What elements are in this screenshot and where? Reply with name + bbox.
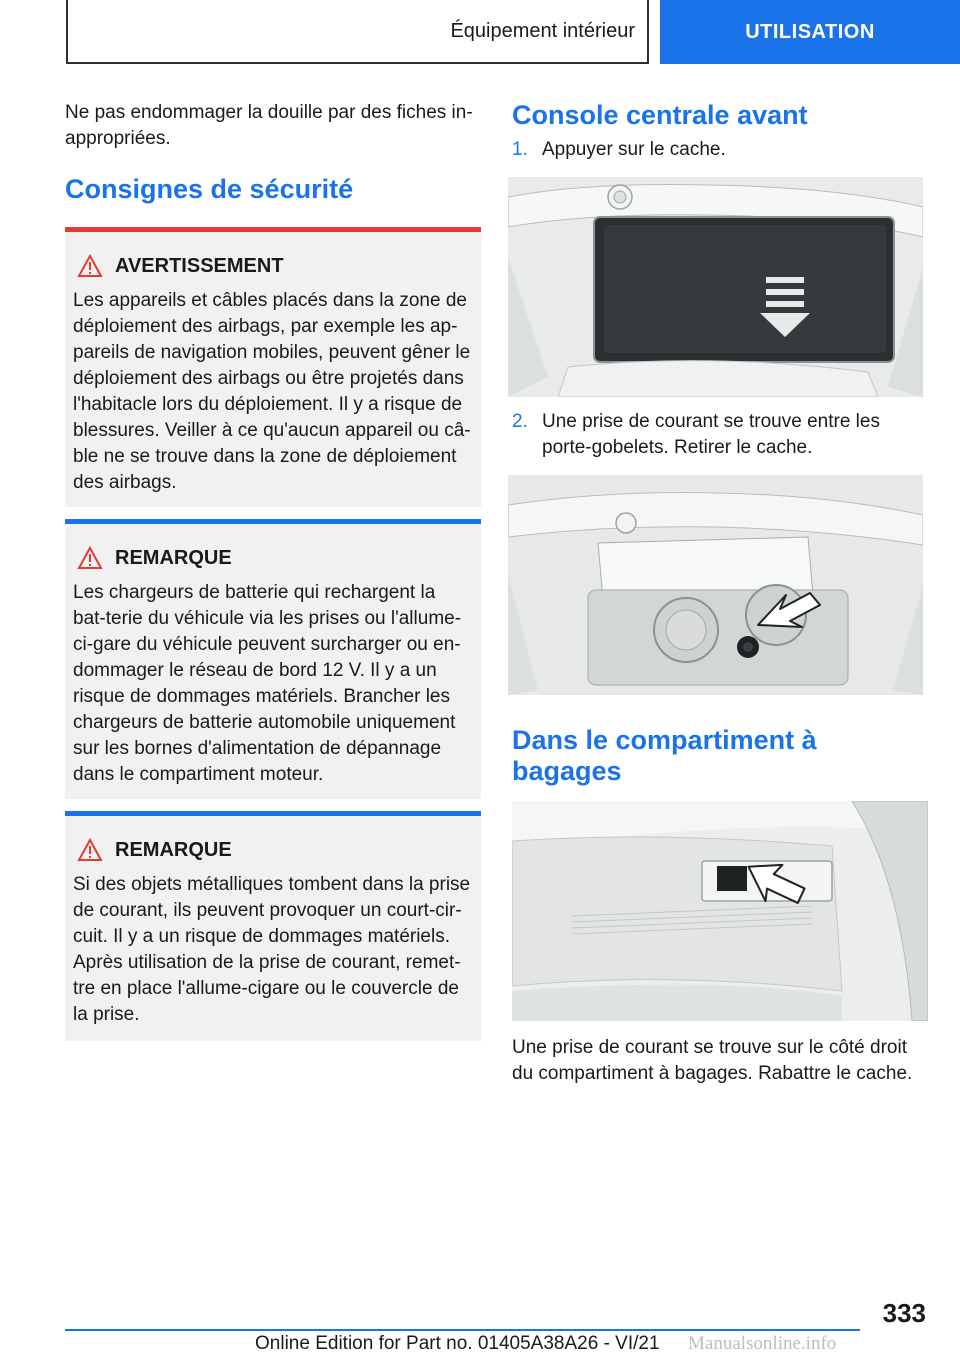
front-console-heading: Console centrale avant [512, 100, 808, 130]
step-2 [512, 409, 924, 461]
step-text: Une prise de courant se trouve entre les porte-gobelets. Retirer le cache. [542, 411, 880, 458]
trunk-socket-figure [512, 801, 928, 1021]
running-header [66, 0, 649, 64]
warning-title-text: AVERTISSEMENT [115, 254, 284, 277]
chapter-tab-label: UTILISATION [745, 20, 875, 43]
step-text: Appuyer sur le cache. [542, 139, 726, 160]
note-title-text: REMARQUE [115, 838, 232, 861]
left-column [65, 100, 481, 1041]
warning-body: Les appareils et câbles placés dans la zone de déploiement des airbags, par exemple les ap-pareils de navigation mobiles, peuvent gêner le déploiement des airbags ou être projetés dans l'habitacle lors du déploiement. Il y a risque de blessures. Veiller à ce qu'aucun appareil ou câ-ble ne se trouve dans la zone de déploiement des airbags. [73, 290, 471, 493]
note-title-text: REMARQUE [115, 546, 232, 569]
footer-edition: Online Edition for Part no. 01405A38A26 - VI/21 [255, 1333, 660, 1354]
warning-title [73, 252, 473, 280]
warning-notice [65, 227, 481, 507]
trunk-paragraph: Une prise de courant se trouve sur le côté droit du compartiment à bagages. Rabattre le cache. [512, 1037, 913, 1084]
footer-divider [65, 1329, 860, 1331]
intro-paragraph: Ne pas endommager la douille par des fiches in-appropriées. [65, 102, 473, 149]
safety-heading: Consignes de sécurité [65, 174, 354, 204]
note-body-metal: Si des objets métalliques tombent dans la prise de courant, ils peuvent provoquer un court-cir-cuit. Il y a un risque de dommages matériels. Après utilisation de la prise de courant, remet-tre en place l'allume-cigare ou le couvercle de la prise. [73, 874, 471, 1025]
warning-triangle-icon [77, 546, 103, 570]
note-title [73, 836, 473, 864]
trunk-heading: Dans le compartiment à bagages [512, 725, 817, 786]
warning-triangle-icon [77, 254, 103, 278]
console-cover-figure [508, 177, 923, 397]
step-number: 1. [512, 139, 528, 160]
warning-triangle-icon [77, 838, 103, 862]
watermark: Manualsonline.info [688, 1333, 837, 1354]
right-column [512, 100, 924, 1087]
note-title [73, 544, 473, 572]
note-body-charger: Les chargeurs de batterie qui rechargent la bat-terie du véhicule via les prises ou l'allume-ci-gare du véhicule peuvent surcharger ou en-dommager le réseau de bord 12 V. Il y a un risque de dommages matériels. Brancher les chargeurs de batterie automobile uniquement sur les bornes d'alimentation de dépannage dans le compartiment moteur. [73, 582, 462, 785]
page-number: 333 [882, 1298, 926, 1328]
section-title: Équipement intérieur [450, 19, 635, 42]
note-notice-metal [65, 811, 481, 1041]
step-1 [512, 137, 924, 163]
step-number: 2. [512, 411, 528, 432]
cupholder-socket-figure [508, 475, 923, 695]
chapter-tab[interactable] [660, 0, 960, 64]
note-notice-charger [65, 519, 481, 799]
